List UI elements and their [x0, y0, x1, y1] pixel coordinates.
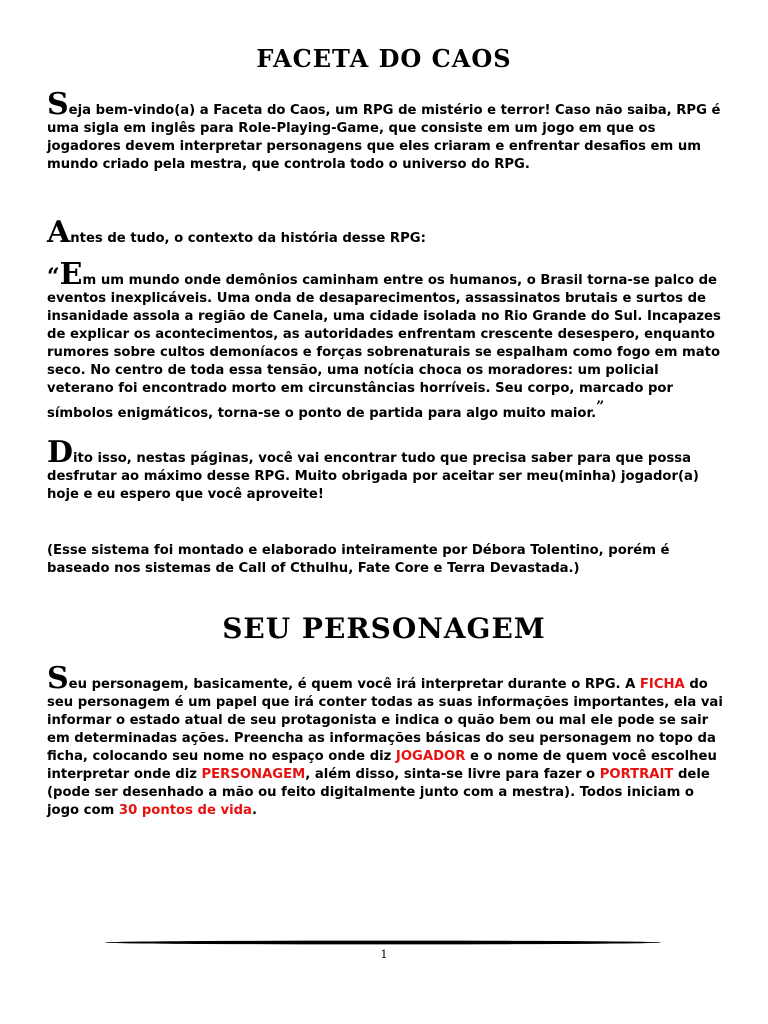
close-quote: ”: [596, 399, 605, 415]
drop-cap: S: [47, 87, 69, 122]
story-quote: [47, 257, 729, 423]
drop-cap: A: [47, 215, 71, 250]
character-paragraph: [47, 661, 729, 820]
paragraph-text: e o nome de quem você escolheu interpretar onde diz: [47, 749, 717, 782]
intro-paragraph: [47, 87, 729, 174]
drop-cap: D: [47, 435, 74, 470]
drop-cap: E: [59, 257, 83, 292]
drop-cap: S: [47, 661, 69, 696]
paragraph-text: eu personagem, basicamente, é quem você irá interpretar durante o RPG. A: [68, 677, 640, 692]
paragraph-text: , além disso, sinta-se livre para fazer o: [305, 767, 600, 782]
paragraph-text: dele (pode ser desenhado a mão ou feito digitalmente junto com a mestra). Todos iniciam o jogo com: [47, 767, 710, 818]
section-title: SEU PERSONAGEM: [222, 612, 546, 645]
highlight-personagem: PERSONAGEM: [201, 767, 306, 782]
highlight-portrait: PORTRAIT: [599, 767, 674, 782]
page-title: FACETA DO CAOS: [256, 44, 512, 73]
open-quote: “: [47, 264, 60, 290]
highlight-jogador: JOGADOR: [395, 749, 466, 764]
welcome-paragraph: [47, 435, 729, 504]
paragraph-text: ito isso, nestas páginas, você vai encontrar tudo que precisa saber para que possa desfrutar ao máximo desse RPG. Muito obrigada por aceitar ser meu(minha) jogador(a) hoje e eu espero que você aproveite!: [47, 451, 699, 502]
paragraph-text: do seu personagem é um papel que irá conter todas as suas informações importantes, ela vai informar o estado atual de seu protagonista e indica o quão bem ou mal ele pode se sair em determinadas ações. Preencha as informações básicas do seu personagem no topo da ficha, colocando seu nome no espaço onde diz: [47, 677, 723, 764]
paragraph-text: ntes de tudo, o contexto da história desse RPG:: [70, 231, 426, 246]
page-number: 1: [380, 948, 388, 961]
highlight-hit-points: 30 pontos de vida: [118, 803, 252, 818]
highlight-ficha: FICHA: [639, 677, 685, 692]
context-paragraph: [47, 215, 729, 250]
paragraph-text: m um mundo onde demônios caminham entre os humanos, o Brasil torna-se palco de eventos inexplicáveis. Uma onda de desaparecimentos, assassinatos brutais e surtos de insanidade assola a região de Canela, uma cidade isolada no Rio Grande do Sul. Incapazes de explicar os acontecimentos, as autoridades enfrentam crescente desespero, enquanto rumores sobre cultos demoníacos e forças sobrenaturais se espalham como fogo em mato seco. No centro de toda essa tensão, uma notícia choca os moradores: um policial veterano foi encontrado morto em circunstâncias horríveis. Seu corpo, marcado por símbolos enigmáticos, torna-se o ponto de partida para algo muito maior.: [47, 273, 721, 421]
footer-divider: [105, 941, 661, 944]
paragraph-text: eja bem-vindo(a) a Faceta do Caos, um RPG de mistério e terror! Caso não saiba, RPG é uma sigla em inglês para Role-Playing-Game, que consiste em um jogo em que os jogadores devem interpretar personagens que eles criaram e enfrentar desafios em um mundo criado pela mestra, que controla todo o universo do RPG.: [47, 103, 721, 172]
credits-paragraph: (Esse sistema foi montado e elaborado inteiramente por Débora Tolentino, porém é baseado nos sistemas de Call of Cthulhu, Fate Core e Terra Devastada.): [47, 543, 670, 576]
paragraph-text: .: [251, 803, 257, 818]
